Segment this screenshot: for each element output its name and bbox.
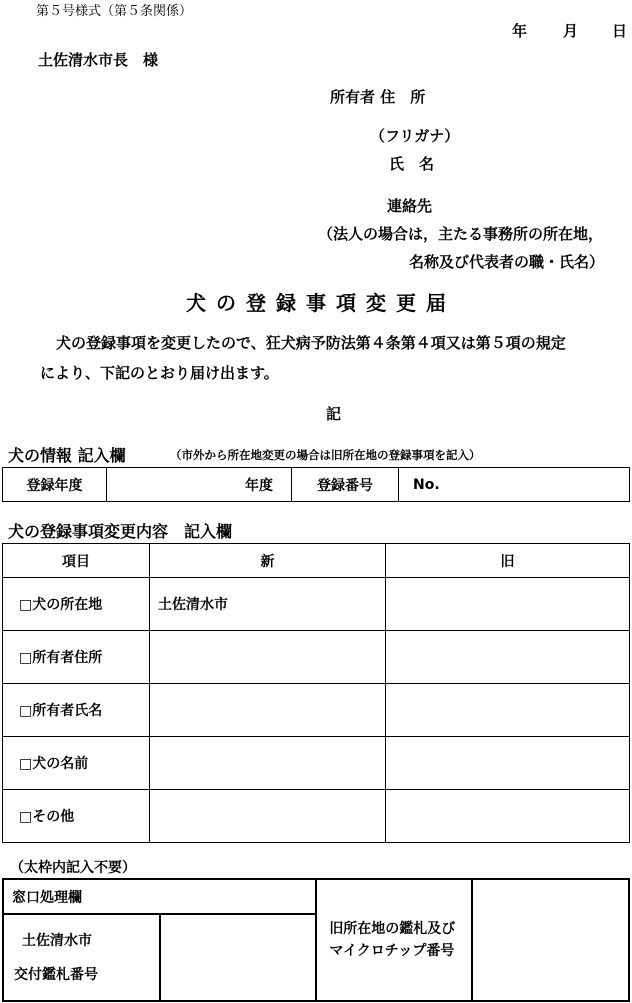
- col-new-header: 新: [150, 544, 386, 578]
- tag-label: 交付鑑札番号: [14, 966, 98, 983]
- body-line-2: により、下記のとおり届け出ます。: [40, 364, 279, 382]
- date-day: 日: [612, 22, 628, 40]
- owner-address-label: 所有者 住 所: [330, 88, 426, 106]
- form-number: 第５号様式（第５条関係）: [36, 4, 193, 19]
- name-label: 氏 名: [389, 155, 435, 173]
- changes-heading: 犬の登録事項変更内容 記入欄: [8, 522, 233, 541]
- row-old[interactable]: [386, 578, 630, 631]
- row-item[interactable]: □その他: [3, 790, 150, 843]
- row-item[interactable]: □所有者氏名: [3, 684, 150, 737]
- old-location-label: [316, 879, 472, 1001]
- city-label: 土佐清水市: [22, 932, 92, 949]
- tag-number-field[interactable]: [160, 914, 317, 1001]
- reg-number-field[interactable]: [399, 468, 630, 502]
- dog-info-note: （市外から所在地変更の場合は旧所在地の登録事項を記入）: [170, 448, 481, 462]
- addressee: 土佐清水市長 様: [38, 51, 159, 69]
- table-row: [3, 684, 630, 737]
- row-new[interactable]: [150, 737, 386, 790]
- date-month: 月: [563, 22, 579, 40]
- row-new[interactable]: [150, 631, 386, 684]
- office-note: （太枠内記入不要）: [10, 860, 136, 876]
- body-line-1: 犬の登録事項を変更したので、狂犬病予防法第４条第４項又は第５項の規定: [56, 334, 566, 352]
- table-row: [3, 790, 630, 843]
- row-new[interactable]: 土佐清水市: [150, 578, 386, 631]
- table-row: [3, 737, 630, 790]
- row-item[interactable]: □所有者住所: [3, 631, 150, 684]
- row-old[interactable]: [386, 790, 630, 843]
- row-item[interactable]: □犬の所在地: [3, 578, 150, 631]
- reg-year-field[interactable]: [107, 468, 292, 502]
- dog-info-table: [2, 467, 630, 502]
- tag-number-label: [3, 914, 160, 1001]
- year-suffix: 年度: [245, 477, 273, 494]
- col-old-header: 旧: [386, 544, 630, 578]
- furigana-label: （フリガナ）: [370, 127, 460, 145]
- row-old[interactable]: [386, 737, 630, 790]
- no-label: No.: [413, 476, 440, 493]
- corporate-note-2: 名称及び代表者の職・氏名）: [409, 253, 605, 271]
- col-item-header: 項目: [3, 544, 150, 578]
- reg-number-label: 登録番号: [292, 468, 399, 502]
- contact-label: 連絡先: [387, 197, 433, 215]
- page-title: 犬の登録事項変更届: [186, 291, 456, 315]
- row-old[interactable]: [386, 684, 630, 737]
- dog-info-heading: 犬の情報 記入欄: [8, 446, 126, 465]
- window-label: 窓口処理欄: [3, 879, 316, 914]
- old-location-field[interactable]: [472, 879, 629, 1001]
- row-old[interactable]: [386, 631, 630, 684]
- reg-year-label: 登録年度: [3, 468, 107, 502]
- old-location-label-2: マイクロチップ番号: [329, 943, 455, 959]
- date-year: 年: [512, 22, 528, 40]
- changes-table: [2, 543, 630, 843]
- row-item[interactable]: □犬の名前: [3, 737, 150, 790]
- ki-label: 記: [326, 405, 342, 423]
- old-location-label-1: 旧所在地の鑑札及び: [329, 921, 456, 937]
- row-new[interactable]: [150, 684, 386, 737]
- table-row: [3, 631, 630, 684]
- table-row: [3, 578, 630, 631]
- office-table: [2, 878, 630, 1002]
- row-new[interactable]: [150, 790, 386, 843]
- corporate-note-1: （法人の場合は，主たる事務所の所在地，: [318, 225, 604, 243]
